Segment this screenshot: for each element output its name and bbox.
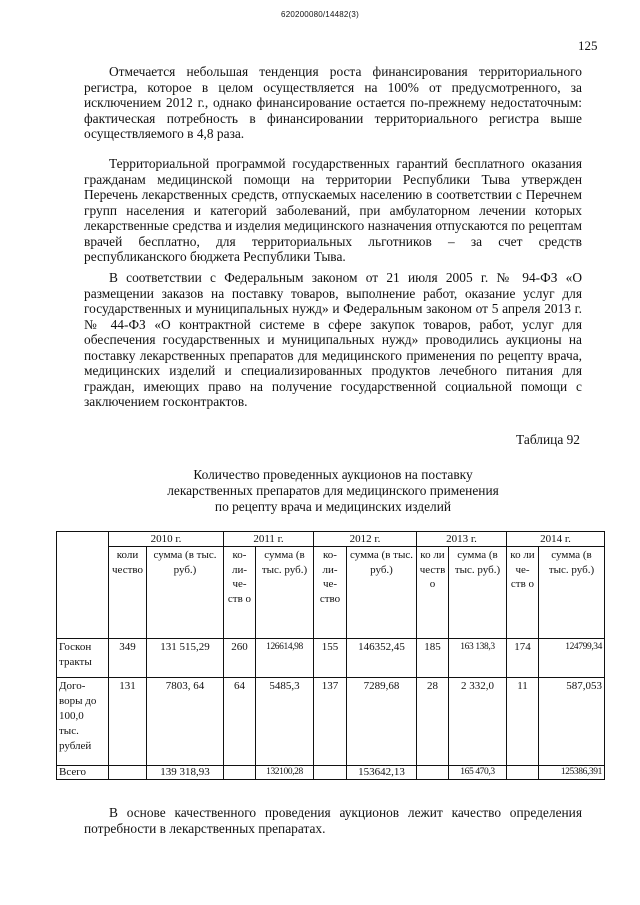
table-cell [507, 766, 539, 780]
table-cell: 139 318,93 [147, 766, 224, 780]
row-label: Госкон тракты [57, 639, 109, 678]
table-cell: 11 [507, 678, 539, 766]
table-cell: 132100,28 [256, 766, 314, 780]
table-title-line: Количество проведенных аукционов на поставку [193, 467, 473, 482]
table-title-line: лекарственных препаратов для медицинского применения [167, 483, 499, 498]
table-cell: 153642,13 [347, 766, 417, 780]
table-cell [314, 766, 347, 780]
paragraph-3 [84, 270, 582, 410]
table-cell: 185 [417, 639, 449, 678]
table-cell: 124799,34 [539, 639, 605, 678]
table-cell: 146352,45 [347, 639, 417, 678]
table-cell: 163 138,3 [449, 639, 507, 678]
year-header: 2012 г. [314, 532, 417, 547]
table-cell: 2 332,0 [449, 678, 507, 766]
row-label: Всего [57, 766, 109, 780]
count-header: коли чество [109, 547, 147, 639]
count-header: ко- ли- че- ств о [224, 547, 256, 639]
table-cell: 165 470,3 [449, 766, 507, 780]
table-cell: 126614,98 [256, 639, 314, 678]
table-cell: 125386,391 [539, 766, 605, 780]
table-cell: 7289,68 [347, 678, 417, 766]
page-number: 125 [578, 38, 598, 53]
year-header: 2010 г. [109, 532, 224, 547]
table-header-subcolumns [57, 547, 605, 639]
document-code: 620200080/14482(3) [281, 10, 359, 19]
table-row [57, 766, 605, 780]
sum-header: сумма (в тыс. руб.) [256, 547, 314, 639]
table-title [84, 467, 582, 515]
paragraph-1 [84, 64, 582, 142]
auction-table [56, 531, 605, 780]
sum-header: сумма (в тыс. руб.) [449, 547, 507, 639]
count-header: ко ли честв о [417, 547, 449, 639]
table-cell: 137 [314, 678, 347, 766]
paragraph-text: В основе качественного проведения аукционов лежит качество определения потребности в лекарственных препаратах. [84, 805, 582, 836]
concluding-paragraph [84, 805, 582, 836]
table-cell [417, 766, 449, 780]
table-cell: 5485,3 [256, 678, 314, 766]
table-cell: 349 [109, 639, 147, 678]
table-cell: 587,053 [539, 678, 605, 766]
paragraph-text: Отмечается небольшая тенденция роста финансирования территориального регистра, которое в целом осуществляется на 100% от предусмотренного, за исключением 2012 г., однако финансирование остается по-прежнему недостаточным: фактическая потребность в финансировании территориального регистра выше осуществляемого в 4,8 раза. [84, 64, 582, 141]
table-cell: 64 [224, 678, 256, 766]
table-row [57, 678, 605, 766]
table-cell [109, 766, 147, 780]
table-title-line: по рецепту врача и медицинских изделий [214, 499, 452, 514]
table-cell: 155 [314, 639, 347, 678]
table-label: Таблица 92 [516, 432, 580, 447]
table-corner-cell [57, 532, 109, 639]
sum-header: сумма (в тыс. руб.) [147, 547, 224, 639]
count-header: ко- ли- че- ство [314, 547, 347, 639]
table-cell: 131 [109, 678, 147, 766]
table-header-years [57, 532, 605, 547]
row-label: Дого- воры до 100,0 тыс. рублей [57, 678, 109, 766]
paragraph-2 [84, 156, 582, 265]
paragraph-text: Территориальной программой государственных гарантий бесплатного оказания гражданам медицинской помощи на территории Республики Тыва утвержден Перечень лекарственных средств, отпускаемых населению в соответствии с Перечнем групп населения и категорий заболеваний, при амбулаторном лечении которых лекарственные средства и изделия медицинского назначения отпускаются по рецептам врачей бесплатно, для территориальных льготников – за счет средств республиканского бюджета Республики Тыва. [84, 156, 582, 264]
table-cell: 28 [417, 678, 449, 766]
table-cell: 7803, 64 [147, 678, 224, 766]
year-header: 2014 г. [507, 532, 605, 547]
sum-header: сумма (в тыс. руб.) [347, 547, 417, 639]
sum-header: сумма (в тыс. руб.) [539, 547, 605, 639]
year-header: 2013 г. [417, 532, 507, 547]
count-header: ко ли че- ств о [507, 547, 539, 639]
table-row [57, 639, 605, 678]
table-cell: 174 [507, 639, 539, 678]
table-cell [224, 766, 256, 780]
paragraph-text: В соответствии с Федеральным законом от 21 июля 2005 г. № 94-ФЗ «О размещении заказов на поставку товаров, выполнение работ, оказание услуг для государственных и муниципальных нужд» и Федеральным законом от 5 апреля 2013 г. № 44-ФЗ «О контрактной системе в сфере закупок товаров, работ, услуг для обеспечения государственных и муниципальных нужд» проводились аукционы на поставку лекарственных препаратов для медицинского применения по рецепту врача, медицинских изделий и специализированных продуктов лечебного питания для граждан, имеющих право на получение государственной социальной помощи с заключением госконтрактов. [84, 270, 582, 409]
year-header: 2011 г. [224, 532, 314, 547]
table-cell: 131 515,29 [147, 639, 224, 678]
table-cell: 260 [224, 639, 256, 678]
